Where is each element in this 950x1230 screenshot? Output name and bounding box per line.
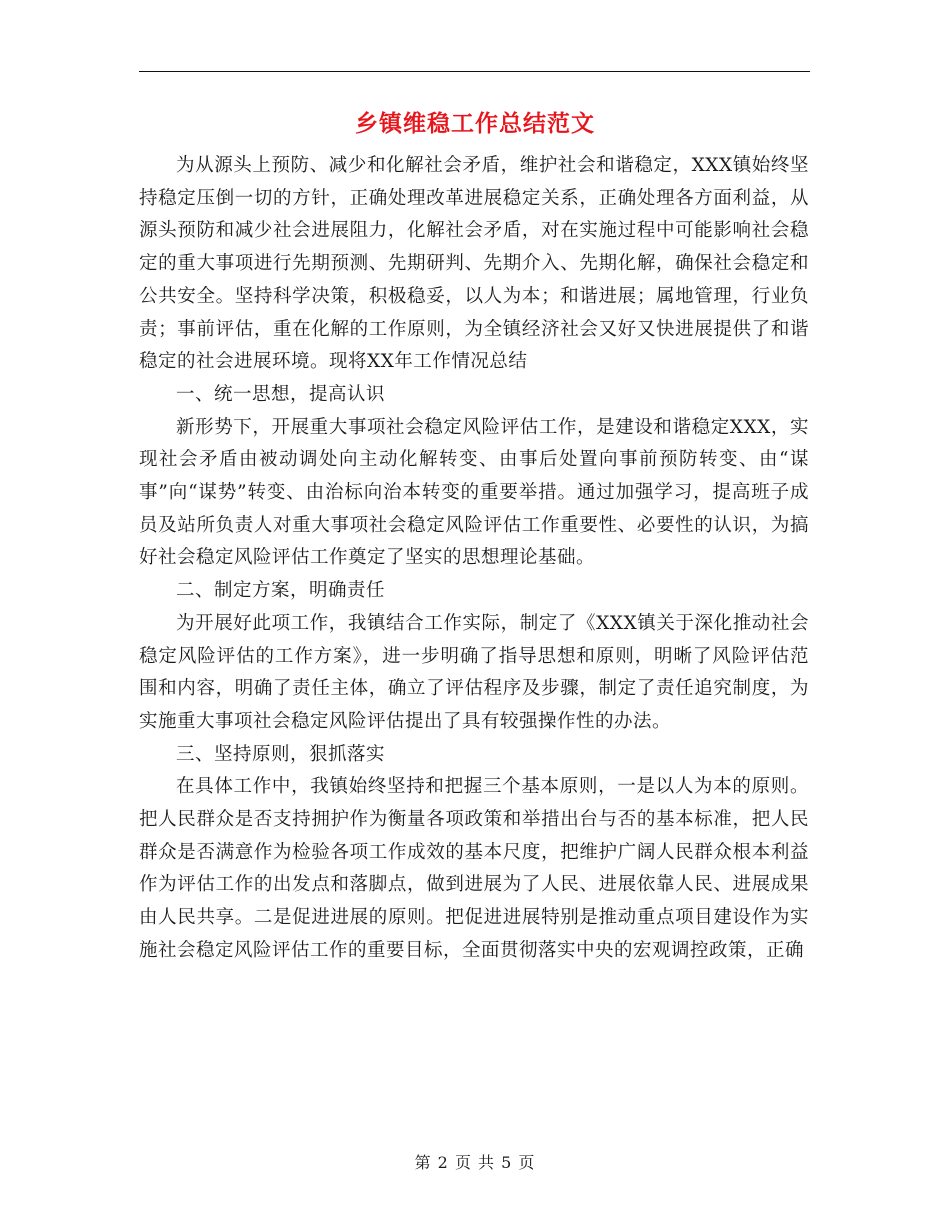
section-heading-3: 三、坚持原则，狠抓落实 xyxy=(176,743,386,765)
section-heading-1: 一、统一思想，提高认识 xyxy=(176,383,386,405)
header-rule xyxy=(139,71,810,72)
page-number-footer: 第 2 页 共 5 页 xyxy=(414,1153,536,1172)
document-body xyxy=(139,150,809,968)
section-3-paragraph: 在具体工作中，我镇始终坚持和把握三个基本原则，一是以人为本的原则。把人民群众是否支持拥护作为衡量各项政策和举措出台与否的基本标准，把人民群众是否满意作为检验各项工作成效的基本尺度，把维护广阔人民群众根本利益作为评估工作的出发点和落脚点，做到进展为了人民、进展依靠人民、进展成果由人民共享。二是促进进展的原则。把促进进展特别是推动重点项目建设作为实施社会稳定风险评估工作的重要目标，全面贯彻落实中央的宏观调控政策，正确 xyxy=(139,776,809,961)
section-2-paragraph: 为开展好此项工作，我镇结合工作实际，制定了《XXX镇关于深化推动社会稳定风险评估的工作方案》，进一步明确了指导思想和原则，明晰了风险评估范围和内容，明确了责任主体，确立了评估程序及步骤，制定了责任追究制度，为实施重大事项社会稳定风险评估提出了具有较强操作性的办法。 xyxy=(139,612,809,732)
intro-paragraph: 为从源头上预防、减少和化解社会矛盾，维护社会和谐稳定，XXX镇始终坚持稳定压倒一切的方针，正确处理改革进展稳定关系，正确处理各方面利益，从源头预防和减少社会进展阻力，化解社会矛盾，对在实施过程中可能影响社会稳定的重大事项进行先期预测、先期研判、先期介入、先期化解，确保社会稳定和公共安全。坚持科学决策，积极稳妥，以人为本；和谐进展；属地管理，行业负责；事前评估，重在化解的工作原则，为全镇经济社会又好又快进展提供了和谐稳定的社会进展环境。现将XX年工作情况总结 xyxy=(139,155,809,373)
document-title: 乡镇维稳工作总结范文 xyxy=(355,111,595,137)
section-heading-2: 二、制定方案，明确责任 xyxy=(176,580,386,602)
section-1-paragraph: 新形势下，开展重大事项社会稳定风险评估工作，是建设和谐稳定XXX，实现社会矛盾由被动调处向主动化解转变、由事后处置向事前预防转变、由“谋事”向“谋势”转变、由治标向治本转变的重要举措。通过加强学习，提高班子成员及站所负责人对重大事项社会稳定风险评估工作重要性、必要性的认识，为搞好社会稳定风险评估工作奠定了坚实的思想理论基础。 xyxy=(139,416,809,569)
